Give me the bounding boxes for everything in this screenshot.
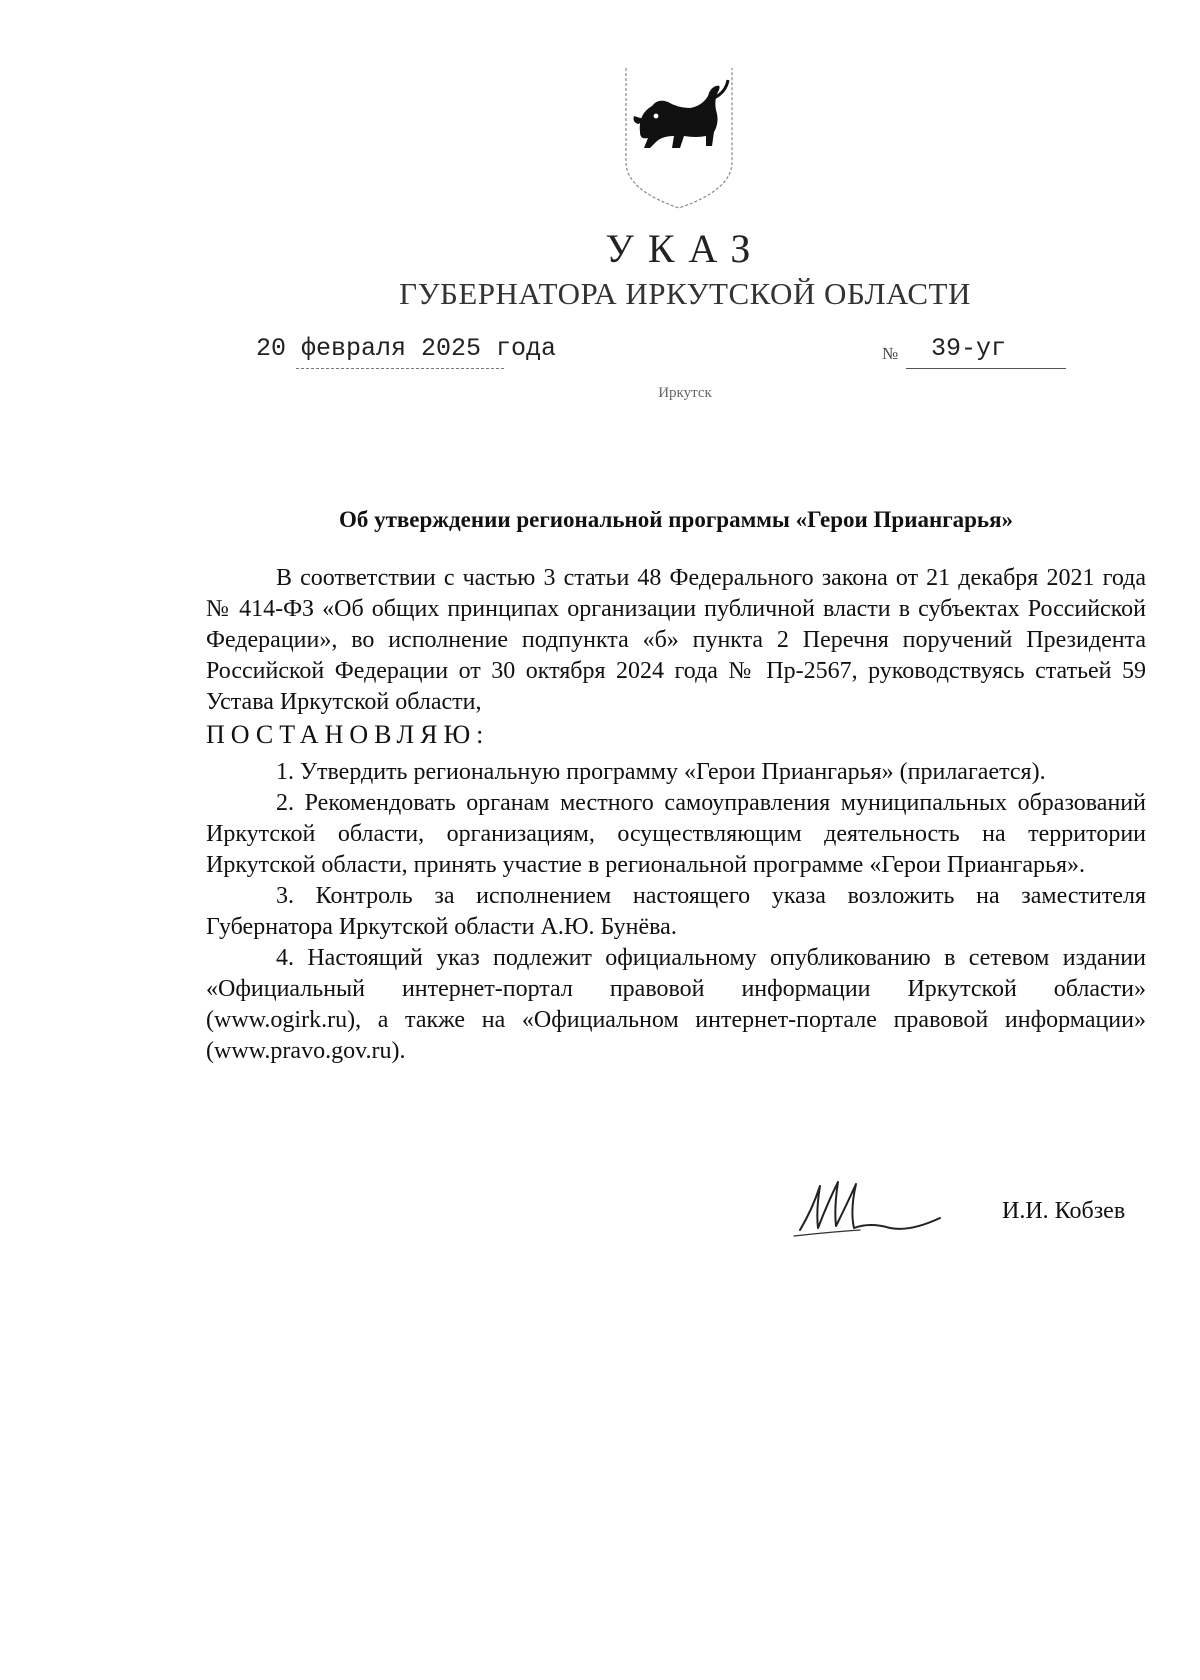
number-underline xyxy=(906,368,1066,369)
document-place: Иркутск xyxy=(658,385,712,401)
document-title: Об утверждении региональной программы «Герои Приангарья» xyxy=(338,507,1014,532)
decree-item: 1. Утвердить региональную программу «Герои Приангарья» (прилагается). xyxy=(276,759,1046,785)
signer-name: И.И. Кобзев xyxy=(1002,1198,1126,1224)
date-underline xyxy=(296,368,504,369)
document-type: УКАЗ xyxy=(605,226,765,271)
coat-of-arms-icon xyxy=(618,62,740,212)
decree-item: 3. Контроль за исполнением настоящего указа возложить на заместителя Губернатора Иркутской области А.Ю. Бунёва. xyxy=(206,883,1146,940)
document-issuer: ГУБЕРНАТОРА ИРКУТСКОЙ ОБЛАСТИ xyxy=(399,276,971,311)
preamble xyxy=(206,563,1146,718)
document-number: 39-уг xyxy=(931,334,1007,363)
number-sign: № xyxy=(882,344,899,363)
handwritten-signature xyxy=(790,1170,960,1240)
decree-item: 4. Настоящий указ подлежит официальному опубликованию в сетевом издании «Официальный интернет-портал правовой информации Иркутской области» (www.ogirk.ru), а также на «Официальном интернет-портале правовой информации» (www.pravo.gov.ru). xyxy=(206,945,1146,1064)
decree-item: 2. Рекомендовать органам местного самоуправления муниципальных образований Иркутской области, организациям, осуществляющим деятельность на территории Иркутской области, принять участие в региональной программе «Герои Приангарья». xyxy=(206,790,1146,878)
decree-word: ПОСТАНОВЛЯЮ: xyxy=(206,720,490,749)
preamble-text: В соответствии с частью 3 статьи 48 Федерального закона от 21 декабря 2021 года № 414-ФЗ «Об общих принципах организации публичной власти в субъектах Российской Федерации», во исполнение подпункта «б» пункта 2 Перечня поручений Президента Российской Федерации от 30 октября 2024 года № Пр-2567, руководствуясь статьей 59 Устава Иркутской области, xyxy=(206,565,1146,715)
decree-items xyxy=(206,757,1146,1067)
document-date: 20 февраля 2025 года xyxy=(256,334,557,363)
